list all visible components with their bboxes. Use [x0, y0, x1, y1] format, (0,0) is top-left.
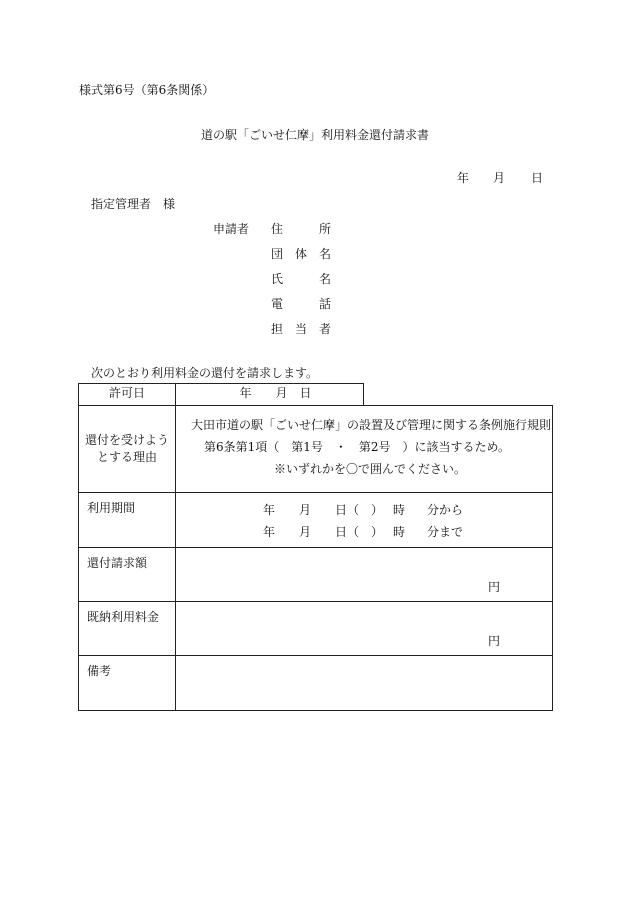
- reason-article-options[interactable]: 第6条第1項（ 第1号 ・ 第2号 ）に該当するため。: [204, 440, 511, 454]
- applicant-name-label: 氏 名: [271, 272, 331, 286]
- form-number: 様式第6号（第6条関係）: [79, 83, 215, 97]
- reason-cell[interactable]: [176, 406, 553, 493]
- reason-row: [79, 406, 553, 493]
- permit-date-cell[interactable]: 年 月 日: [176, 384, 364, 406]
- paid-fee-row: [79, 602, 553, 656]
- document-title: 道の駅「ごいせ仁摩」利用料金還付請求書: [200, 128, 429, 142]
- usage-period-row: [79, 493, 553, 548]
- addressee: 指定管理者 様: [91, 197, 176, 211]
- date-day: 日: [531, 171, 544, 185]
- reason-regulation-text: 大田市道の駅「ごいせ仁摩」の設置及び管理に関する条例施行規則: [191, 418, 552, 432]
- usage-period-cell[interactable]: [176, 493, 553, 548]
- request-intro: 次のとおり利用料金の還付を請求します。: [91, 366, 319, 380]
- refund-amount-row: [79, 548, 553, 602]
- permit-date-blank: [364, 384, 553, 406]
- notes-cell[interactable]: [176, 656, 553, 711]
- usage-period-label: 利用期間: [79, 493, 176, 548]
- paid-fee-unit: 円: [487, 634, 500, 648]
- usage-period-start: 年 月 日（ ） 時 分から: [263, 503, 464, 517]
- refund-amount-unit: 円: [487, 580, 500, 594]
- usage-period-end: 年 月 日（ ） 時 分まで: [263, 525, 464, 539]
- refund-amount-label: 還付請求額: [79, 548, 176, 602]
- reason-instruction: ※いずれかを〇で囲んでください。: [274, 462, 467, 476]
- reason-label: 還付を受けよう とする理由: [79, 406, 176, 493]
- notes-row: [79, 656, 553, 711]
- refund-request-table: [78, 383, 553, 711]
- paid-fee-label: 既納利用料金: [79, 602, 176, 656]
- applicant-address-label: 住 所: [271, 222, 331, 236]
- applicant-label: 申請者: [213, 222, 250, 236]
- applicant-organization-label: 団 体 名: [271, 247, 331, 261]
- date-month: 月: [493, 171, 506, 185]
- refund-amount-cell[interactable]: [176, 548, 553, 602]
- notes-label: 備考: [79, 656, 176, 711]
- permit-date-row: [79, 384, 553, 406]
- paid-fee-cell[interactable]: [176, 602, 553, 656]
- permit-date-label: 許可日: [79, 384, 176, 406]
- date-year: 年: [457, 171, 470, 185]
- applicant-phone-label: 電 話: [271, 297, 331, 311]
- applicant-contact-person-label: 担 当 者: [271, 322, 331, 336]
- date-line: [457, 169, 543, 186]
